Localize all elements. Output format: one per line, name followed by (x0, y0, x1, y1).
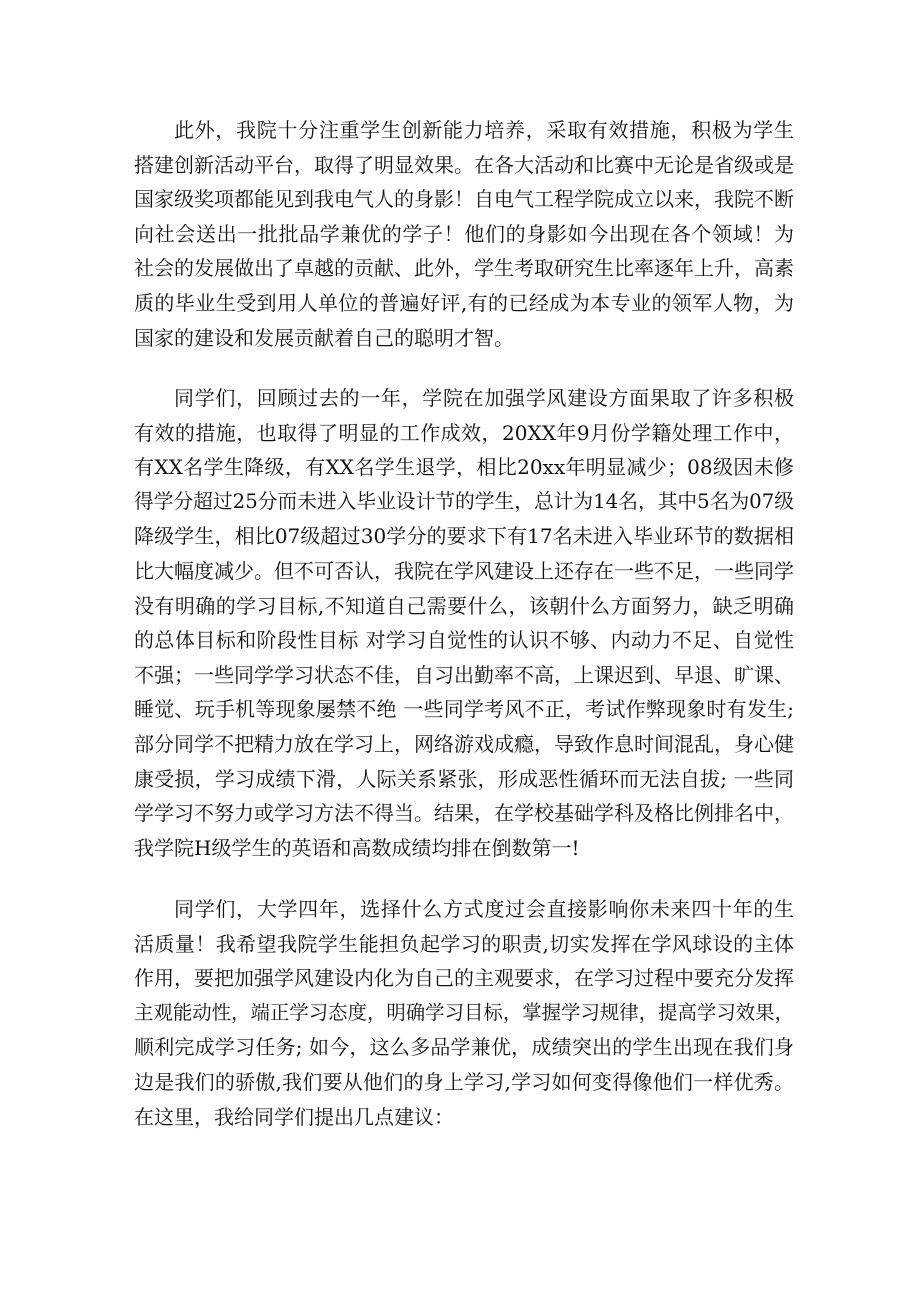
paragraph-suggestions (134, 892, 794, 1134)
paragraph-review (134, 381, 794, 865)
text-line: 有XX名学生降级，有XX名学生退学，相比20xx年明显减少；08级因未修 (134, 455, 794, 480)
text-line: 比大幅度减少。但不可否认，我院在学风建设上还存在一些不足，一些同学 (134, 558, 794, 583)
text-line: 质的毕业生受到用人单位的普遍好评,有的已经成为本专业的领军人物，为 (134, 290, 794, 315)
text-line: 的总体目标和阶段性目标 对学习自觉性的认识不够、内动力不足、自觉性 (134, 628, 794, 653)
text-line: 有效的措施，也取得了明显的工作成效，20XX年9月份学籍处理工作中， (134, 420, 794, 445)
text-line: 主观能动性，端正学习态度，明确学习目标，掌握学习规律，提高学习效果， (134, 1000, 794, 1024)
text-line: 边是我们的骄傲,我们要从他们的身上学习,学习如何变得像他们一样优秀。 (134, 1069, 794, 1094)
text-line: 不强；一些同学学习状态不佳，自习出勤率不高，上课迟到、早退、旷课、 (134, 662, 794, 687)
text-line: 我学院H级学生的英语和高数成绩均排在倒数第一! (134, 835, 580, 860)
text-line: 国家的建设和发展贡献着自己的聪明才智。 (134, 325, 514, 350)
text-line: 向社会送出一批批品学兼优的学子！他们的身影如今出现在各个领域！为 (134, 221, 794, 246)
paragraph-innovation (134, 113, 794, 355)
text-line: 在这里，我给同学们提出几点建议： (134, 1104, 454, 1129)
text-line: 作用，要把加强学风建设内化为自己的主观要求，在学习过程中要充分发挥 (134, 966, 794, 991)
text-line: 国家级奖项都能见到我电气人的身影！自电气工程学院成立以来，我院不断 (134, 187, 794, 212)
text-line: 同学们，大学四年，选择什么方式度过会直接影响你未来四十年的生 (174, 897, 794, 921)
text-line: 学学习不努力或学习方法不得当。结果，在学校基础学科及格比例排名中， (134, 801, 794, 826)
text-line: 此外，我院十分注重学生创新能力培养，采取有效措施，积极为学生 (174, 118, 794, 142)
text-line: 顺利完成学习任务; 如今，这么多品学兼优，成绩突出的学生出现在我们身 (134, 1035, 794, 1060)
text-line: 降级学生，相比07级超过30学分的要求下有17名未进入毕业环节的数据相 (134, 524, 794, 549)
text-line: 部分同学不把精力放在学习上，网络游戏成瘾，导致作息时间混乱，身心健 (134, 731, 794, 756)
text-line: 活质量！我希望我院学生能担负起学习的职责,切实发挥在学风球设的主体 (134, 931, 794, 956)
text-line: 搭建创新活动平台，取得了明显效果。在各大活动和比赛中无论是省级或是 (134, 152, 794, 177)
text-line: 没有明确的学习目标,不知道自己需要什么，该朝什么方面努力，缺乏明确 (134, 593, 794, 618)
text-line: 睡觉、玩手机等现象屡禁不绝 一些同学考风不正，考试作弊现象时有发生; (134, 697, 794, 722)
text-line: 同学们，回顾过去的一年，学院在加强学风建设方面果取了许多积极 (174, 386, 794, 410)
text-line: 得学分超过25分而未进入毕业设计节的学生，总计为14名，其中5名为07级 (134, 489, 794, 513)
text-line: 康受损，学习成绩下滑，人际关系紧张，形成恶性循环而无法自拔; 一些同 (134, 766, 794, 791)
text-line: 社会的发展做出了卓越的贡献、此外，学生考取研究生比率逐年上升，高素 (134, 256, 794, 281)
